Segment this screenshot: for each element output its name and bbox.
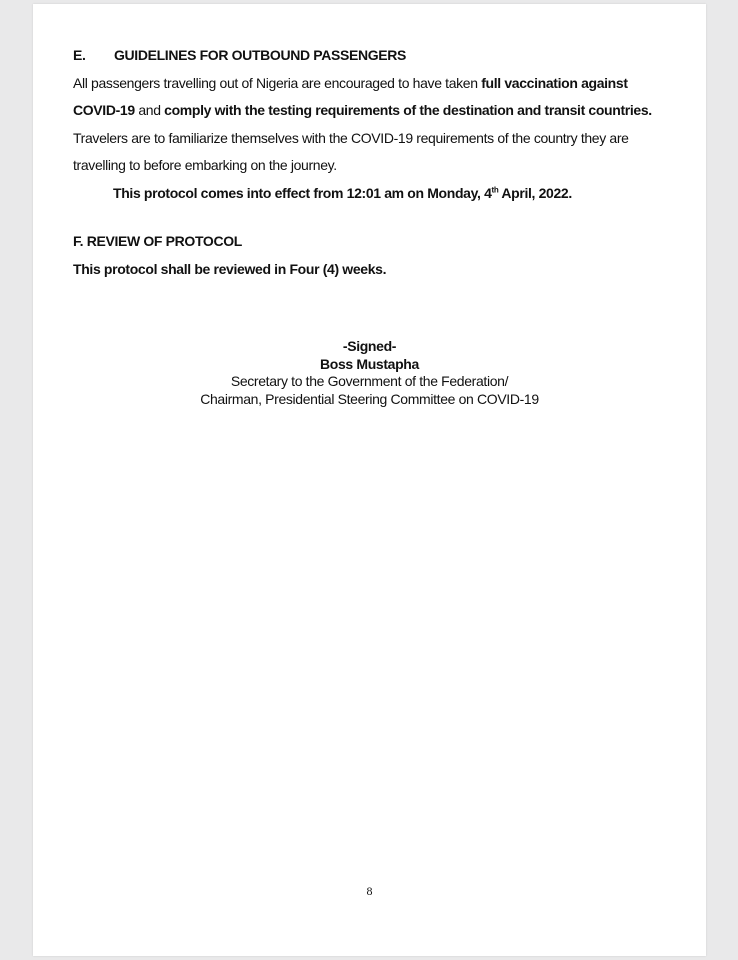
section-e-number: E. <box>73 47 86 63</box>
page-number: 8 <box>366 884 373 898</box>
section-e-heading <box>73 42 673 70</box>
section-e-text-4: comply with the testing requirements of the destination and transit countries. <box>164 102 652 118</box>
signature-block <box>33 338 706 408</box>
section-f-text: This protocol shall be reviewed in Four (4) weeks. <box>73 260 387 277</box>
section-e-text-3: and <box>134 102 165 118</box>
signed-label: -Signed- <box>342 338 397 354</box>
section-e-text-2: full vaccination against COVID-19 <box>73 74 628 118</box>
section-e-text-1: All passengers travelling out of Nigeria are encouraged to have taken <box>73 74 482 91</box>
effective-date-line <box>73 180 673 208</box>
effective-date-text-2: April, 2022. <box>498 184 572 201</box>
effective-date-superscript: th <box>491 184 499 194</box>
section-f-heading: F. REVIEW OF PROTOCOL <box>73 233 242 249</box>
signatory-title-2: Chairman, Presidential Steering Committee on COVID-19 <box>200 390 539 407</box>
section-e-title: GUIDELINES FOR OUTBOUND PASSENGERS <box>114 47 406 63</box>
signatory-name: Boss Mustapha <box>320 355 419 372</box>
page-content <box>73 42 673 283</box>
signatory-title-1: Secretary to the Government of the Federation/ <box>230 373 509 389</box>
section-e-paragraph <box>73 70 673 180</box>
document-page <box>33 4 706 956</box>
effective-date-text-1: This protocol comes into effect from 12:01 am on Monday, 4 <box>113 184 492 201</box>
section-e-text-5: Travelers are to familiarize themselves with the COVID-19 requirements of the country they are travelling to before embarking on the journey. <box>73 129 629 173</box>
